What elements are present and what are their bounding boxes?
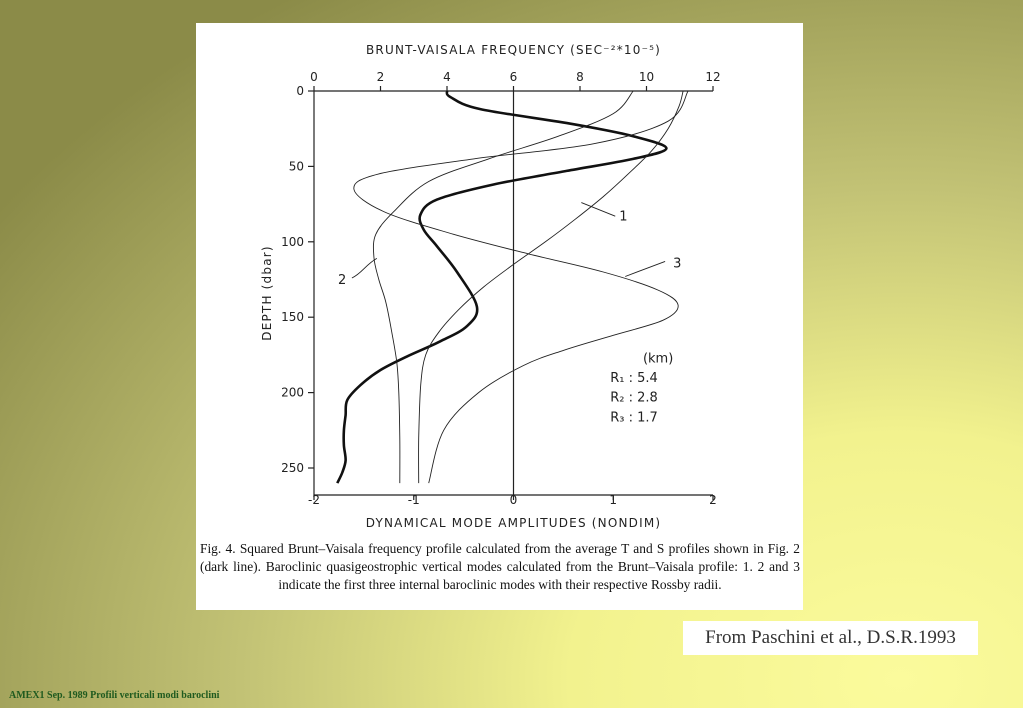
- mode-3-label: 3: [673, 256, 682, 272]
- top-axis-tick-label: 0: [310, 70, 318, 84]
- mode-1-leader: [581, 203, 615, 217]
- chart: [196, 23, 803, 540]
- rossby-radii-unit: (km): [642, 351, 674, 367]
- mode-2-curve: [373, 91, 633, 483]
- x-axis-tick-label: 1: [609, 493, 618, 507]
- top-axis-tick-label: 4: [443, 70, 451, 84]
- x-axis-tick-label: -2: [308, 493, 320, 507]
- y-axis-tick-label: 150: [281, 310, 304, 325]
- y-axis-tick-label: 250: [281, 461, 304, 475]
- x-axis-title: DYNAMICAL MODE AMPLITUDES (NONDIM): [365, 516, 662, 530]
- top-axis-tick-label: 8: [576, 70, 584, 84]
- mode-1-label: 1: [619, 209, 628, 225]
- top-axis-tick-label: 2: [376, 70, 385, 84]
- mode-2-leader: [352, 258, 377, 278]
- rossby-radius-row: R₃ : 1.7: [610, 410, 658, 426]
- y-axis-tick-label: 200: [281, 385, 304, 400]
- top-axis-tick-label: 10: [638, 70, 655, 84]
- y-axis-tick-label: 50: [288, 159, 304, 174]
- x-axis-tick-label: -1: [407, 493, 420, 507]
- y-axis-tick-label: 100: [281, 234, 304, 249]
- figure-panel: [196, 23, 803, 610]
- footer-note: AMEX1 Sep. 1989 Profili verticali modi baroclini: [9, 690, 220, 701]
- top-axis-title: BRUNT-VAISALA FREQUENCY (SEC⁻²*10⁻⁵): [365, 43, 662, 57]
- source-citation: From Paschini et al., D.S.R.1993: [683, 621, 978, 655]
- mode-2-label: 2: [337, 273, 347, 289]
- figure-caption: Fig. 4. Squared Brunt–Vaisala frequency profile calculated from the average T and S profiles shown in Fig. 2 (dark line). Baroclinic quasigeostrophic vertical modes calculated from the Brunt–Vaisala profile: 1. 2 and 3 indicate the first three internal baroclinic modes with their respective Rossby radii.: [200, 541, 800, 592]
- chart-annotations: [338, 203, 681, 426]
- rossby-radius-row: R₂ : 2.8: [610, 390, 658, 406]
- top-axis-tick-label: 6: [509, 70, 518, 84]
- x-axis-tick-label: 0: [509, 493, 518, 507]
- y-axis-tick-label: 0: [296, 84, 304, 98]
- mode-3-leader: [625, 261, 665, 276]
- chart-axes: [260, 43, 721, 530]
- rossby-radius-row: R₁ : 5.4: [610, 371, 658, 387]
- top-axis-tick-label: 12: [705, 70, 721, 84]
- x-axis-tick-label: 2: [709, 493, 717, 507]
- y-axis-title: DEPTH (dbar): [260, 245, 274, 341]
